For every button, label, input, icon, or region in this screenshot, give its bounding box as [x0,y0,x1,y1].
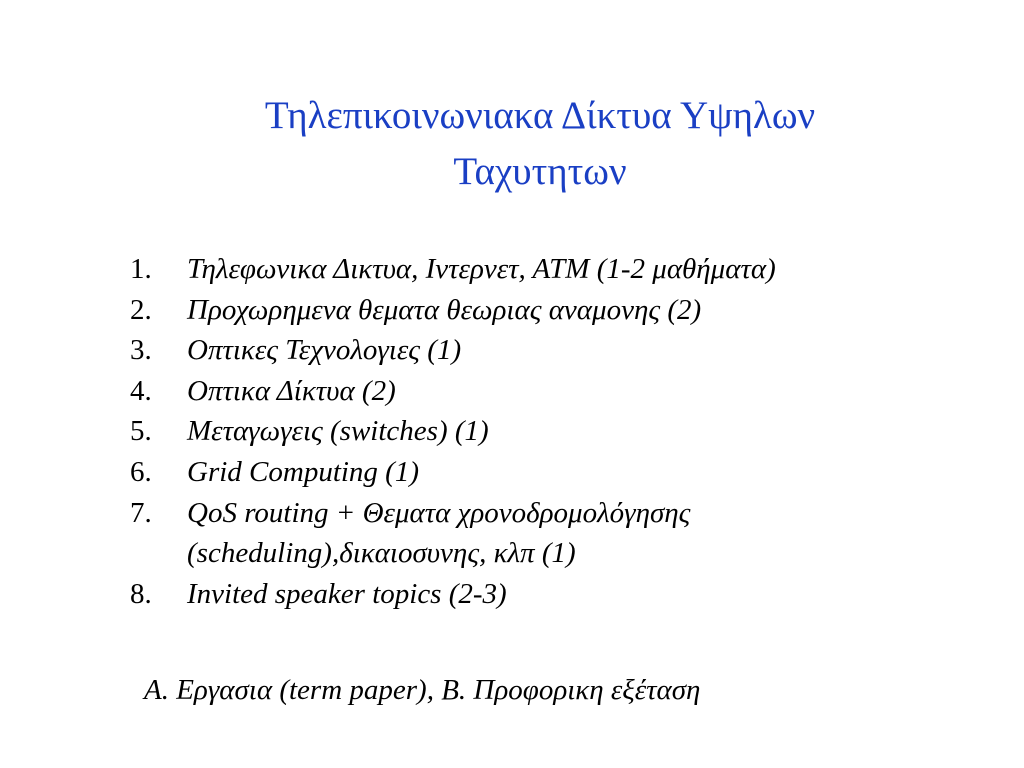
list-item-number: 8. [130,577,152,610]
list-item-text: QoS routing + Θεματα χρονοδρομολόγησης (scheduling),δικαιοσυνης, κλπ (1) [187,496,691,570]
list-item-text: Grid Computing (1) [187,455,419,488]
list-item [130,411,910,452]
list-item [130,452,910,493]
list-item [130,574,910,615]
list-item [130,290,910,331]
slide-title [120,88,960,200]
list-item [130,330,910,371]
list-item-text: Οπτικα Δίκτυα (2) [187,374,396,407]
list-item-number: 3. [130,334,152,367]
list-item [130,493,910,574]
list-item-text: Invited speaker topics (2-3) [187,577,507,610]
topic-list [130,249,910,614]
list-item-text: Προχωρημενα θεματα θεωριας αναμονης (2) [187,293,702,326]
list-item-text: Οπτικες Τεχνολογιες (1) [187,334,462,367]
list-item-number: 1. [130,253,152,285]
list-item [130,249,910,290]
list-item-number: 7. [130,496,152,529]
assessment-note: Α. Εργασια (term paper), Β. Προφορικη εξέταση [144,674,701,706]
list-item-number: 6. [130,455,152,488]
slide-title-line-1: Τηλεπικοινωνιακα Δίκτυα Υψηλων [264,94,816,137]
list-item [130,371,910,412]
list-item-number: 5. [130,415,152,448]
list-item-number: 2. [130,293,152,326]
list-item-text: Τηλεφωνικα Δικτυα, Ιντερνετ, ΑΤΜ (1-2 μαθήματα) [187,253,776,285]
list-item-text: Μεταγωγεις (switches) (1) [187,415,489,448]
list-item-number: 4. [130,374,152,407]
slide-title-line-2: Ταχυτητων [453,150,627,193]
